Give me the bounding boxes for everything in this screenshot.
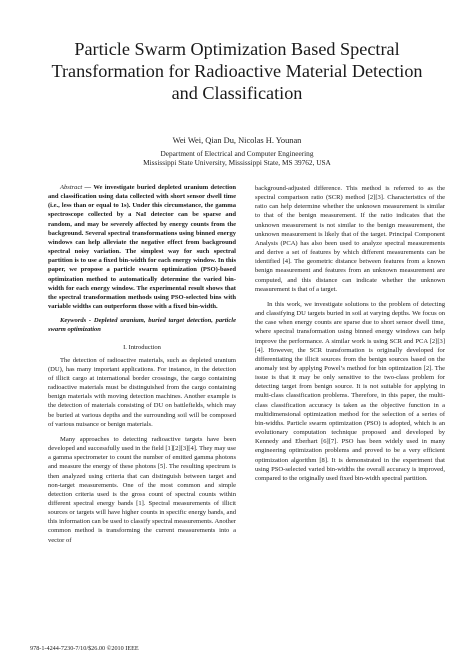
title-line-2: Transformation for Radioactive Material Detection (51, 61, 423, 81)
keywords: Keywords - Depleted uranium, buried target detection, particle swarm optimization (48, 317, 236, 334)
right-paragraph-2: In this work, we investigate solutions to the problem of detecting and classifying DU targets buried in soil at varying depths. We focus on the case when energy counts are sparse due to short sensor dwell time, where spectral transformation using binned energy windows can help improve the performance. A similar work is using SCR and PCA [2][3][4]. However, the SCR transformation is originally developed for differentiating the illicit sources from the benign sources based on the anomaly test by applying Powel’s method for bin optimization [2]. The issue is that it may be only sensitive to the two-class problem for detecting target from benign source. It is not suitable for applying in multi-class classification problems. Therefore, in this paper, the multi-class classification accuracy is taken as the objective function in a multidimensional optimization method for the selection of a series of bin-widths. Particle swarm optimization (PSO) is adopted, which is an evolutionary computation technique proposed and developed by Kennedy and Eberhart [6][7]. PSO has been widely used in many engineering optimization problems and proved to be a very efficient optimization algorithm [8]. It is demonstrated in the experiment that using PSO-selected varied bin-widths the overall accuracy is improved, compared to the originally used fixed bin-width spectral partition. (255, 300, 445, 482)
affiliation-university: Mississippi State University, Mississippi State, MS 39762, USA (143, 158, 331, 167)
abstract (48, 183, 236, 311)
paper-title (30, 38, 444, 104)
abstract-label: Abstract (60, 184, 83, 191)
title-line-1: Particle Swarm Optimization Based Spectral (74, 39, 400, 59)
intro-paragraph-1: The detection of radioactive materials, such as depleted uranium (DU), has many important applications. For instance, in the detection of illicit cargo at international border crossings, the cargo containing radioactive materials must be distinguished from the cargo containing benign materials with moving detection machines. Another example is the detection of materials consisting of DU on battlefields, which may be buried at various depths and the surrounding soil will be composed of various nuisance or benign materials. (48, 356, 236, 428)
copyright-footer: 978-1-4244-7230-7/10/$26.00 ©2010 IEEE (30, 645, 139, 652)
right-column (255, 184, 445, 483)
left-column (48, 183, 236, 545)
intro-paragraph-2: Many approaches to detecting radioactive targets have been developed and successfully used in the field [1][2][3][4]. They may use a gamma spectrometer to count the number of emitted gamma photons and measure the energy of these photons [5]. The resulting spectrum is then analyzed using criteria that can distinguish between target and non-target measurements. One of the most common and simple detection criteria used is the gross count of spectral counts within different spectral energy bands [1]. Spectral measurements of illicit sources or targets will have higher counts in specific energy bands, and this information can be used to classify spectral measurements. Another common method is transforming the current measurements into a vector of (48, 435, 236, 544)
affiliation-department: Department of Electrical and Computer Engineering (160, 149, 314, 158)
title-line-3: and Classification (171, 83, 303, 103)
abstract-text: — We investigate buried depleted uranium detection and classification using data collected with short sensor dwell time (i.e., less than or equal to 1s). Under this circumstance, the gamma spectroscope collected by a NaI detector can be sparse and random, and may be severely affected by energy counts from the background. Several spectral transformations using binned energy windows can help alleviate the negative effect from background spectral noisy variation. The simplest way for such spectral partition is to use a fixed bin-width for each energy window. In this paper, we propose a particle swarm optimization (PSO)-based optimization method to automatically determine the varied bin-width for each energy window. The experimental result shows that the spectral transformation methods using PSO-selected bins with variable widths can outperform those with a fixed bin-width. (48, 184, 236, 311)
author-list: Wei Wei, Qian Du, Nicolas H. Younan (172, 136, 302, 145)
section-heading-introduction: I. Introduction (123, 343, 161, 351)
right-paragraph-1: background-adjusted difference. This method is referred to as the spectral comparison ratio (SCR) method [2][3]. Characteristics of the ratio can help determine whether the unknown measurement is similar to that of the benign measurement. If the ratio indicates that the unknown measurement is not similar to the benign measurement, the unknown measurement is likely that of the target. Principal Component Analysis (PCA) has also been used to analyze spectral measurements and derive a set of features by which different measurements can be identified [4]. The geometric distance between features from a known benign measurement and features from an unknown measurement are computed, and this distance can indicate whether the unknown measurement is that of a target. (255, 185, 445, 293)
